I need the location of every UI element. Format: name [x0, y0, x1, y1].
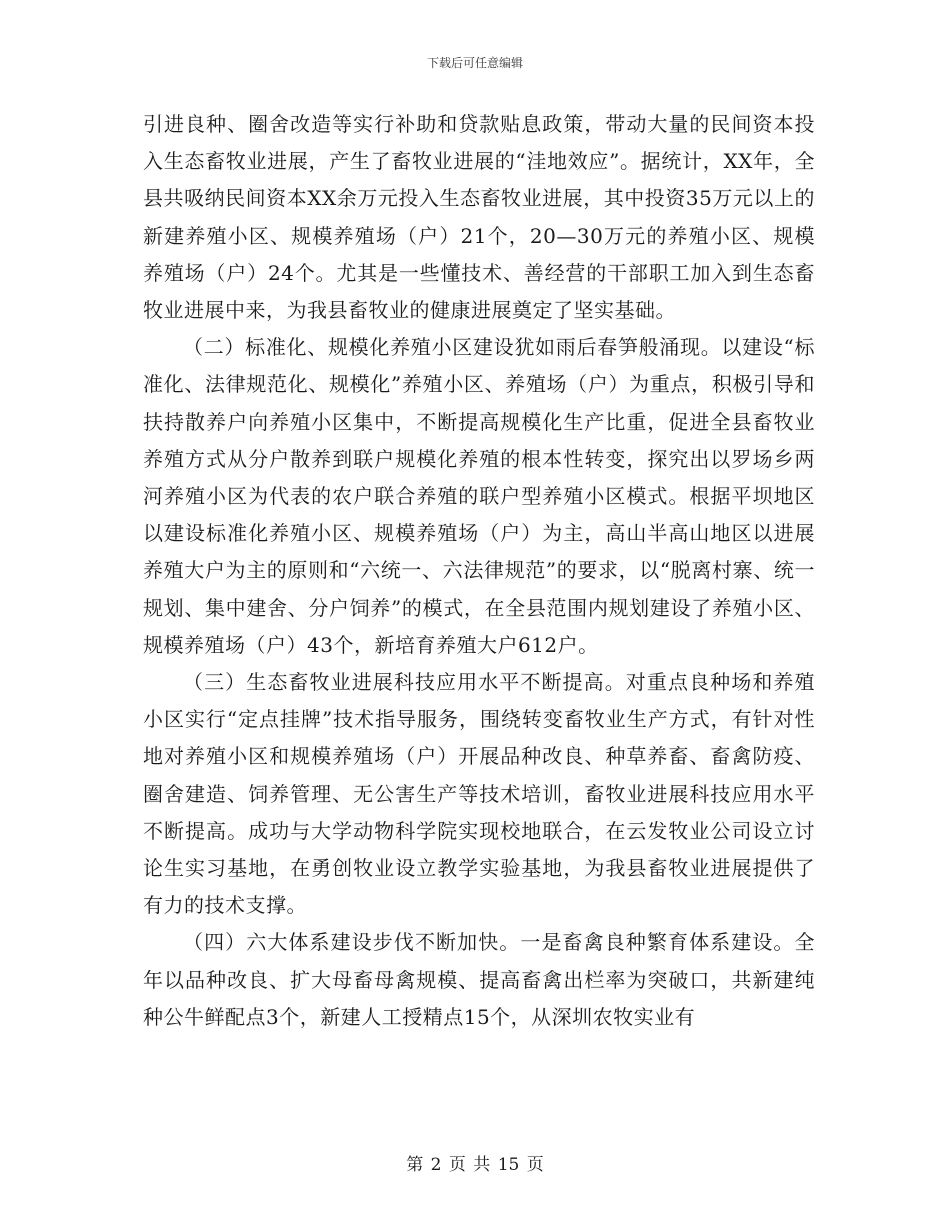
page-number-footer: 第 2 页 共 15 页	[406, 1155, 544, 1175]
paragraph-continued: 引进良种、圈舍改造等实行补助和贷款贴息政策，带动大量的民间资本投入生态畜牧业进展，产生了畜牧业进展的“洼地效应”。据统计，XX年，全县共吸纳民间资本XX余万元投入生态畜牧业进展，其中投资35万元以上的新建养殖小区、规模养殖场（户）21个，20—30万元的养殖小区、规模养殖场（户）24个。尤其是一些懂技术、善经营的干部职工加入到生态畜牧业进展中来，为我县畜牧业的健康进展奠定了坚实基础。	[143, 112, 815, 323]
document-body	[143, 106, 815, 1036]
paragraph-section-4: （四）六大体系建设步伐不断加快。一是畜禽良种繁育体系建设。全年以品种改良、扩大母畜母禽规模、提高畜禽出栏率为突破口，共新建纯种公牛鲜配点3个，新建人工授精点15个，从深圳农牧实业有	[143, 930, 815, 1029]
page-header-note: 下载后可任意编辑	[426, 56, 523, 70]
paragraph-section-2: （二）标准化、规模化养殖小区建设犹如雨后春笋般涌现。以建设“标准化、法律规范化、规模化”养殖小区、养殖场（户）为重点，积极引导和扶持散养户向养殖小区集中，不断提高规模化生产比重，促进全县畜牧业养殖方式从分户散养到联户规模化养殖的根本性转变，探究出以罗场乡两河养殖小区为代表的农户联合养殖的联户型养殖小区模式。根据平坝地区以建设标准化养殖小区、规模养殖场（户）为主，高山半高山地区以进展养殖大户为主的原则和“六统一、六法律规范”的要求，以“脱离村寨、统一规划、集中建舍、分户饲养”的模式，在全县范围内规划建设了养殖小区、规模养殖场（户）43个，新培育养殖大户612户。	[143, 335, 815, 657]
paragraph-section-3: （三）生态畜牧业进展科技应用水平不断提高。对重点良种场和养殖小区实行“定点挂牌”技术指导服务，围绕转变畜牧业生产方式，有针对性地对养殖小区和规模养殖场（户）开展品种改良、种草养畜、畜禽防疫、圈舍建造、饲养管理、无公害生产等技术培训，畜牧业进展科技应用水平不断提高。成功与大学动物科学院实现校地联合，在云发牧业公司设立讨论生实习基地，在勇创牧业设立教学实验基地，为我县畜牧业进展提供了有力的技术支撑。	[143, 670, 815, 918]
